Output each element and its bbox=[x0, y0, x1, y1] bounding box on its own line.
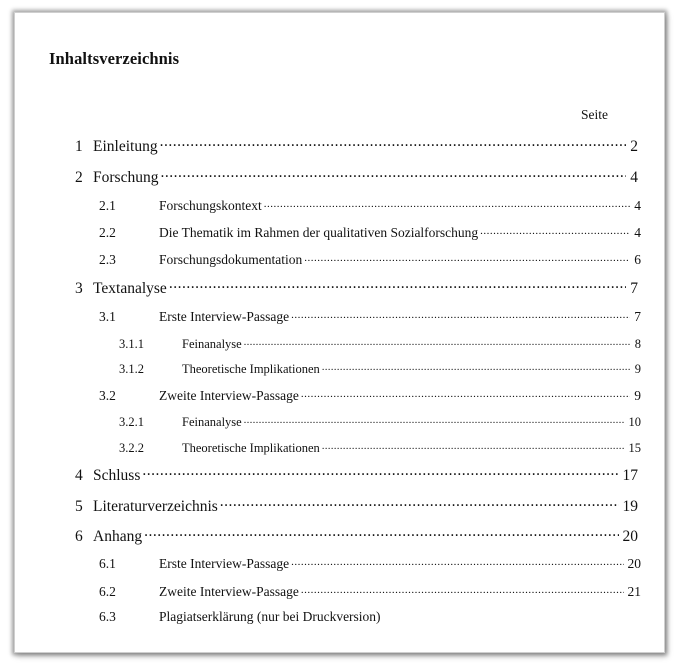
toc-entry-page: 6 bbox=[634, 251, 641, 267]
toc-entry-number: 6 bbox=[75, 527, 83, 545]
toc-entry-page: 9 bbox=[634, 387, 641, 403]
toc-entry-title: Plagiatserklärung (nur bei Druckversion) bbox=[159, 609, 381, 624]
toc-entry-number: 2.1 bbox=[99, 197, 116, 213]
toc-entry[interactable] bbox=[75, 166, 638, 187]
toc-entry-page: 4 bbox=[630, 168, 638, 186]
toc-entry[interactable] bbox=[119, 439, 641, 456]
toc-entry-page: 15 bbox=[628, 440, 641, 455]
page-title: Inhaltsverzeichnis bbox=[49, 49, 180, 68]
toc-entry-page: 9 bbox=[634, 361, 641, 376]
toc-entry-number: 6.2 bbox=[99, 583, 116, 599]
toc-entry[interactable] bbox=[75, 277, 638, 298]
toc-entry-title: Feinanalyse bbox=[182, 414, 242, 429]
dot-leader bbox=[291, 307, 630, 321]
dot-leader bbox=[322, 360, 631, 373]
toc-entry[interactable] bbox=[75, 464, 638, 485]
toc-entry-number: 3.1 bbox=[99, 308, 116, 324]
toc-entry-number: 2.3 bbox=[99, 251, 116, 267]
dot-leader bbox=[244, 413, 625, 426]
toc-entry-title: Zweite Interview-Passage bbox=[159, 583, 299, 599]
dot-leader bbox=[142, 464, 618, 480]
toc-entry[interactable] bbox=[99, 386, 641, 404]
dot-leader bbox=[264, 196, 631, 210]
dot-leader bbox=[160, 135, 627, 151]
toc-entry-number: 3.2.2 bbox=[119, 440, 144, 455]
toc-entry-page: 17 bbox=[622, 466, 638, 484]
toc-entry-page: 7 bbox=[634, 308, 641, 324]
toc-entry-number: 2 bbox=[75, 168, 83, 186]
dot-leader bbox=[291, 554, 623, 568]
toc-entry-number: 6.3 bbox=[99, 609, 116, 624]
toc-entry-page: 4 bbox=[634, 197, 641, 213]
dot-leader bbox=[144, 525, 618, 541]
dot-leader bbox=[160, 166, 626, 182]
toc-entry-title: Feinanalyse bbox=[182, 336, 242, 351]
toc-entry-number: 1 bbox=[75, 137, 83, 155]
toc-entry[interactable] bbox=[99, 250, 641, 268]
toc-entry-number: 3.1.2 bbox=[119, 361, 144, 376]
toc-entry-number: 3.2 bbox=[99, 387, 116, 403]
toc-entry-title: Die Thematik im Rahmen der qualitativen Sozialforschung bbox=[159, 224, 479, 240]
toc-entry-page: 21 bbox=[627, 583, 641, 599]
toc-entry-title: Schluss bbox=[93, 466, 141, 484]
toc-entry-number: 6.1 bbox=[99, 555, 116, 571]
toc-entry[interactable] bbox=[99, 554, 641, 572]
dot-leader bbox=[244, 335, 631, 348]
toc-entry-page: 20 bbox=[627, 555, 641, 571]
toc-entry[interactable] bbox=[99, 307, 641, 325]
toc-entry-title: Zweite Interview-Passage bbox=[159, 387, 299, 403]
toc-entry-title: Theoretische Implikationen bbox=[182, 361, 320, 376]
toc-entry-title: Forschung bbox=[93, 168, 159, 186]
toc-entry-title: Forschungsdokumentation bbox=[159, 251, 303, 267]
toc-entry[interactable] bbox=[119, 335, 641, 352]
toc-entry-number: 3.2.1 bbox=[119, 414, 144, 429]
dot-leader bbox=[169, 277, 626, 293]
toc-entry-page: 10 bbox=[628, 414, 641, 429]
toc-entry[interactable] bbox=[99, 609, 641, 625]
document-page bbox=[14, 12, 665, 653]
toc-entry-page: 7 bbox=[630, 279, 638, 297]
toc-entry-page: 4 bbox=[634, 224, 641, 240]
toc-entry-page: 2 bbox=[630, 137, 638, 155]
dot-leader bbox=[322, 439, 625, 452]
toc-entry[interactable] bbox=[99, 582, 641, 600]
toc-entry-page: 8 bbox=[634, 336, 641, 351]
toc-entry-title: Einleitung bbox=[93, 137, 158, 155]
toc-entry[interactable] bbox=[75, 135, 638, 156]
toc-entry-title: Anhang bbox=[93, 527, 143, 545]
toc-entry-title: Theoretische Implikationen bbox=[182, 440, 320, 455]
toc-entry-title: Literaturverzeichnis bbox=[93, 497, 218, 515]
toc-entry-number: 5 bbox=[75, 497, 83, 515]
page-column-label: Seite bbox=[581, 107, 608, 122]
toc-entry-page: 19 bbox=[622, 497, 638, 515]
toc-entry-page: 20 bbox=[622, 527, 638, 545]
toc-entry-title: Textanalyse bbox=[93, 279, 167, 297]
toc-entry-number: 2.2 bbox=[99, 224, 116, 240]
toc-entry[interactable] bbox=[75, 525, 638, 546]
toc-entry-number: 3.1.1 bbox=[119, 336, 144, 351]
toc-entry[interactable] bbox=[99, 196, 641, 214]
toc-entry-title: Erste Interview-Passage bbox=[159, 308, 290, 324]
dot-leader bbox=[304, 250, 630, 264]
dot-leader bbox=[301, 582, 624, 596]
dot-leader bbox=[480, 223, 630, 237]
toc-entry-number: 4 bbox=[75, 466, 83, 484]
toc-entry[interactable] bbox=[75, 495, 638, 516]
dot-leader bbox=[301, 386, 630, 400]
toc-entry-title: Forschungskontext bbox=[159, 197, 262, 213]
dot-leader bbox=[220, 495, 619, 511]
toc-entry[interactable] bbox=[99, 223, 641, 241]
toc-entry-title: Erste Interview-Passage bbox=[159, 555, 290, 571]
toc-entry-number: 3 bbox=[75, 279, 83, 297]
toc-entry[interactable] bbox=[119, 413, 641, 430]
toc-entry[interactable] bbox=[119, 360, 641, 377]
